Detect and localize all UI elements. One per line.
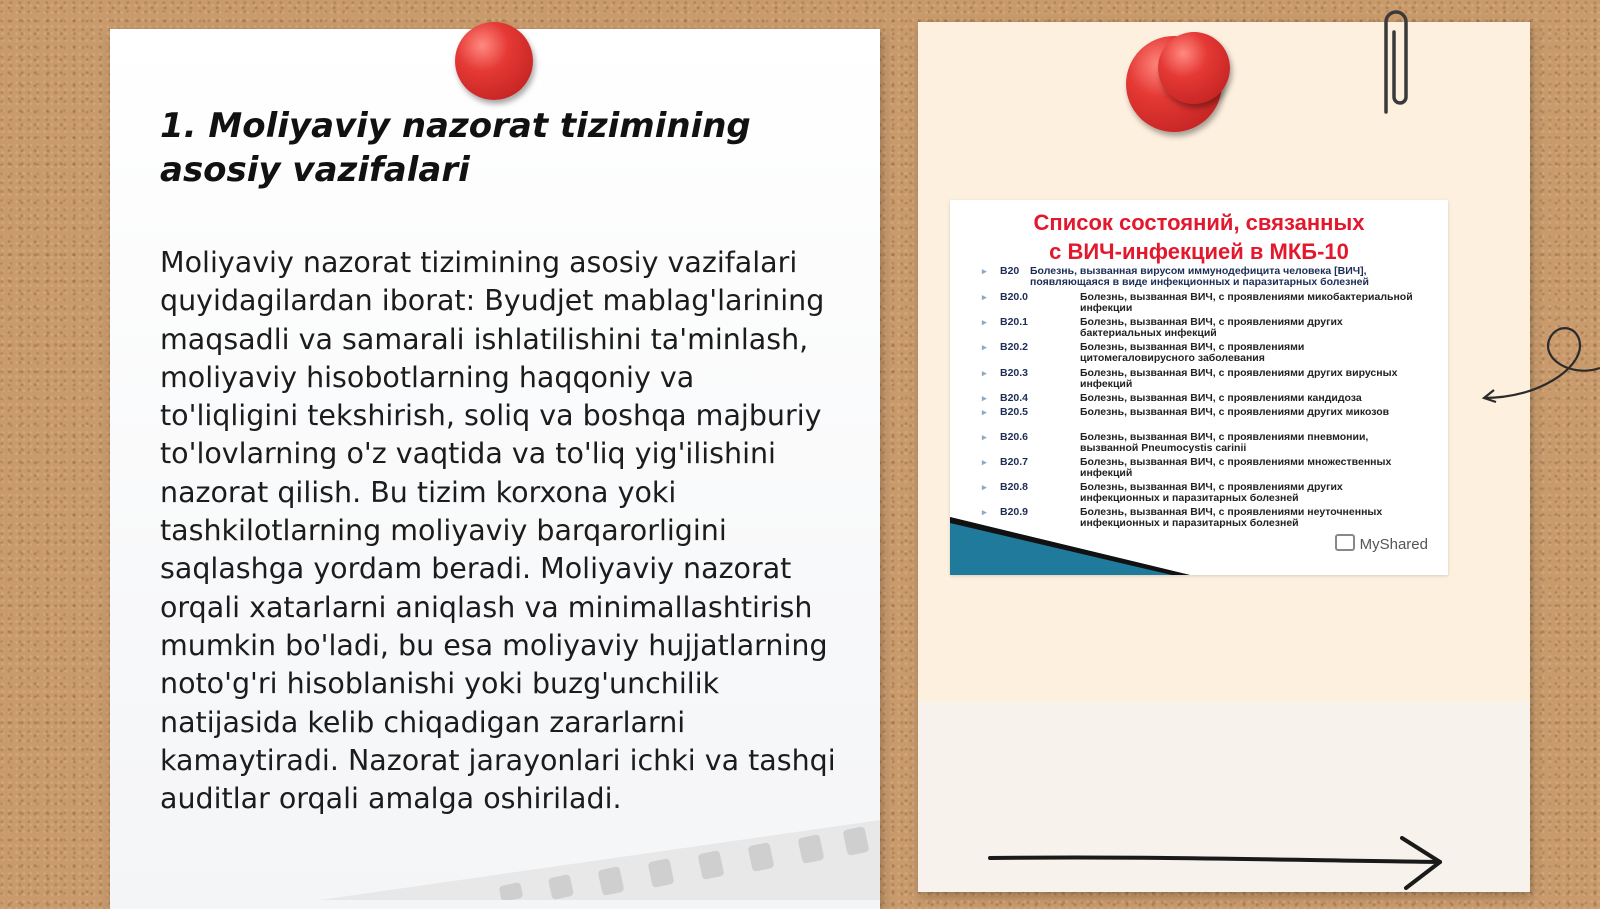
slide-title-line2: с ВИЧ-инфекцией в МКБ-10 <box>1049 239 1349 264</box>
bullet-icon: ▸ <box>982 482 987 492</box>
slide-header-code: B20 <box>1000 265 1020 277</box>
slide-item-code: B20.9 <box>1000 506 1029 518</box>
slide-item-desc: Болезнь, вызванная ВИЧ, с проявлениями других микозов <box>1080 406 1390 418</box>
slide-item-code: B20.4 <box>1000 392 1029 404</box>
slide-item-code: B20.1 <box>1000 316 1029 328</box>
slide-item-code: B20.0 <box>1000 291 1029 303</box>
page-title: 1. Moliyaviy nazorat tizimining asosiy vazifalari <box>160 106 751 190</box>
bullet-icon: ▸ <box>982 317 987 327</box>
curl-arrow-icon <box>1480 318 1600 408</box>
slide-list-item <box>982 482 1422 506</box>
slide-list-item <box>982 342 1422 366</box>
slide-title <box>950 208 1448 266</box>
slide-item-code: B20.3 <box>1000 367 1029 379</box>
bullet-icon: ▸ <box>982 507 987 517</box>
slide-item-desc: Болезнь, вызванная ВИЧ, с проявлениями пневмонии, вызванной Pneumocystis carinii <box>1080 431 1369 454</box>
slide-image <box>950 200 1448 575</box>
bullet-icon: ▸ <box>982 407 987 417</box>
bullet-icon: ▸ <box>982 432 987 442</box>
slide-item-desc: Болезнь, вызванная ВИЧ, с проявлениями микобактериальной инфекции <box>1080 291 1413 314</box>
push-pin-icon <box>455 22 533 100</box>
slide-item-code: B20.2 <box>1000 341 1029 353</box>
arrow-right-icon <box>988 836 1448 896</box>
slide-item-desc: Болезнь, вызванная ВИЧ, с проявлениями других инфекционных и паразитарных болезней <box>1080 481 1343 504</box>
slide-list-item <box>982 368 1422 392</box>
bullet-icon: ▸ <box>982 368 987 378</box>
slide-item-desc: Болезнь, вызванная ВИЧ, с проявлениями неуточненных инфекционных и паразитарных болезней <box>1080 506 1383 529</box>
bullet-icon: ▸ <box>982 266 987 276</box>
push-pin-icon <box>1158 32 1230 104</box>
slide-list-item <box>982 317 1422 341</box>
slide-list-item <box>982 407 1422 431</box>
slide-item-desc: Болезнь, вызванная ВИЧ, с проявлениями кандидоза <box>1080 392 1362 404</box>
bullet-icon: ▸ <box>982 457 987 467</box>
slide-item-desc: Болезнь, вызванная ВИЧ, с проявлениями цитомегаловирусного заболевания <box>1080 341 1305 364</box>
slide-item-desc: Болезнь, вызванная ВИЧ, с проявлениями других бактериальных инфекций <box>1080 316 1343 339</box>
bullet-icon: ▸ <box>982 342 987 352</box>
slide-title-line1: Список состояний, связанных <box>1033 210 1365 235</box>
slide-header-desc: Болезнь, вызванная вирусом иммунодефицита человека [ВИЧ], появляющаяся в виде инфекционных и паразитарных болезней <box>1030 265 1369 288</box>
slide-decorative-wedge <box>950 517 1190 575</box>
bullet-icon: ▸ <box>982 393 987 403</box>
slide-item-code: B20.5 <box>1000 406 1029 418</box>
slide-list-item <box>982 457 1422 481</box>
slide-item-code: B20.7 <box>1000 456 1029 468</box>
watermark-logo-icon <box>1335 534 1355 551</box>
paperclip-icon <box>1378 2 1408 120</box>
slide-item-desc: Болезнь, вызванная ВИЧ, с проявлениями множественных инфекций <box>1080 456 1392 479</box>
watermark <box>1335 534 1428 553</box>
slide-list-item <box>982 432 1422 456</box>
slide-list-item <box>982 292 1422 316</box>
body-paragraph: Moliyaviy nazorat tizimining asosiy vazifalari quyidagilardan iborat: Byudjet mablag'larining maqsadli va samarali ishlatilishini ta'minlash, moliyaviy hisobotlarning haqqoniy va to'liqligini tekshirish, soliq va boshqa majburiy to'lovlarning o'z vaqtida va to'liq yig'ilishini nazorat qilish. Bu tizim korxona yoki tashkilotlarning moliyaviy barqarorligini saqlashga yordam beradi. Moliyaviy nazorat orqali xatarlarni aniqlash va minimallashtirish mumkin bo'ladi, bu esa moliyaviy hujjatlarning noto'g'ri hisoblanishi yoki buzg'unchilik natijasida kelib chiqadigan zararlarni kamaytiradi. Nazorat jarayonlari ichki va tashqi auditlar orqali amalga oshiriladi. <box>160 246 836 816</box>
slide-item-code: B20.8 <box>1000 481 1029 493</box>
watermark-text: MyShared <box>1359 536 1428 553</box>
slide-item-code: B20.6 <box>1000 431 1029 443</box>
bullet-icon: ▸ <box>982 292 987 302</box>
slide-item-desc: Болезнь, вызванная ВИЧ, с проявлениями других вирусных инфекций <box>1080 367 1398 390</box>
